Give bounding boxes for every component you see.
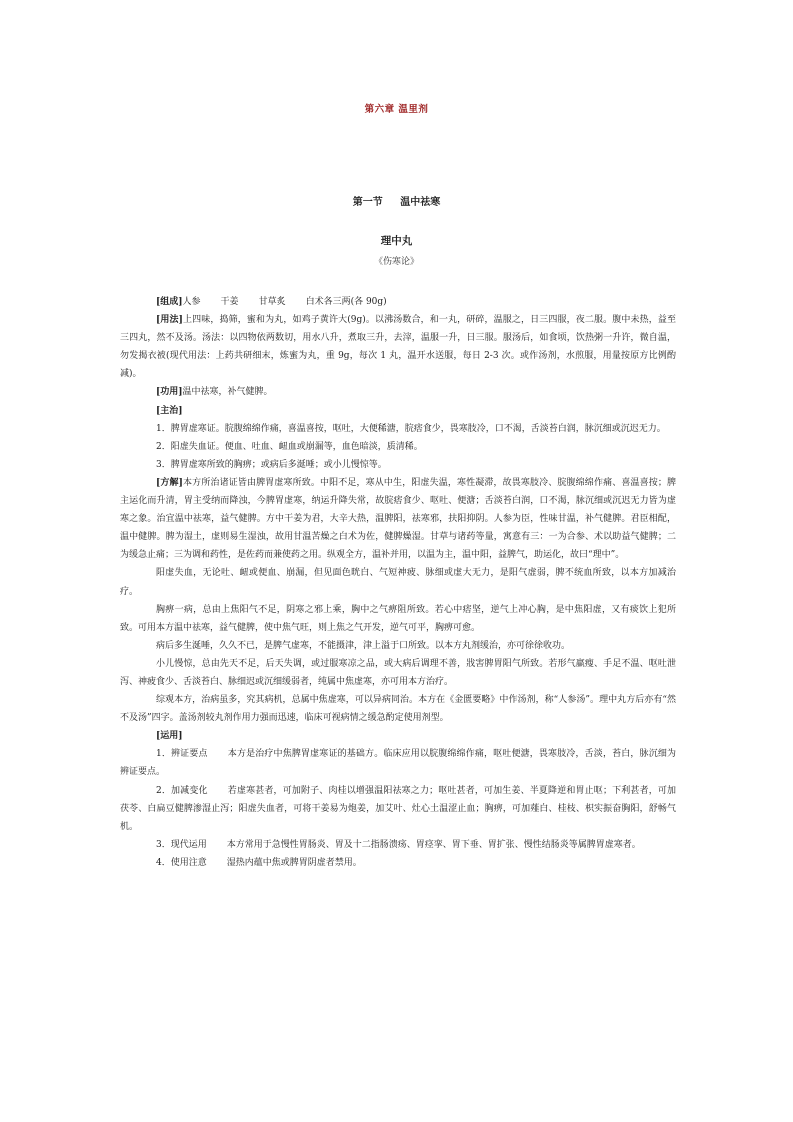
composition-label: [组成] xyxy=(156,297,183,307)
usage-paragraph xyxy=(120,311,676,383)
analysis-paragraph: 综观本方，治病虽多，究其病机，总属中焦虚寒，可以异病同治。本方在《金匮要略》中作汤剂，称“人参汤”。理中丸方后亦有“然不及汤”四字。盖汤剂较丸剂作用力强而迅速，临床可视病情之缓急酌定使用剂型。 xyxy=(120,695,676,724)
usage-text: 上四味，捣筛，蜜和为丸，如鸡子黄许大(9g)。以沸汤数合，和一丸，研碎，温服之，日三四服，夜二服。腹中未热，益至三四丸，然不及汤。汤法：以四物依两数切，用水八升，煮取三升，去滓，温服一升，日三服。服汤后，如食顷，饮热粥一升许，微自温，勿发揭衣被(现代用法：上药共研细末，炼蜜为丸，重 9g，每次 1 丸，温开水送服，每日 2-3 次。或作汤剂，水煎服，用量按原方比例酌减)。 xyxy=(120,315,676,380)
application-item-head: 3．现代运用 xyxy=(156,839,207,850)
formula-source: 《伤寒论》 xyxy=(373,257,419,267)
application-item-head: 2．加减变化 xyxy=(156,785,208,796)
composition-line xyxy=(120,293,676,311)
usage-label: [用法] xyxy=(156,315,183,326)
chapter-title: 第六章 温里剂 xyxy=(364,104,429,115)
composition-item: 干姜 xyxy=(220,297,239,307)
indication-item: 3．脾胃虚寒所致的胸痹；或病后多涎唾；或小儿慢惊等。 xyxy=(156,459,387,470)
application-heading xyxy=(120,727,676,745)
application-item xyxy=(120,854,676,872)
formula-name: 理中丸 xyxy=(380,235,413,247)
indications-label: [主治] xyxy=(156,405,183,416)
indications-heading xyxy=(120,402,676,420)
analysis-paragraph xyxy=(120,474,676,564)
composition-item: 人参 xyxy=(182,297,201,307)
application-item xyxy=(120,836,676,854)
indication-item: 1．脾胃虚寒证。脘腹绵绵作痛，喜温喜按，呕吐，大便稀溏，脘痞食少，畏寒肢冷，口不渴，舌淡苔白润，脉沉细或沉迟无力。 xyxy=(156,423,666,434)
analysis-label: [方解] xyxy=(156,477,183,488)
application-item xyxy=(120,782,676,836)
application-item-head: 1．辨证要点 xyxy=(156,749,208,760)
function-label: [功用] xyxy=(156,387,183,398)
analysis-paragraph: 病后多生涎唾，久久不已，是脾气虚寒，不能摄津，津上溢于口所致。以本方丸剂缓治，亦可徐徐收功。 xyxy=(156,640,571,651)
application-item-text: 本方是治疗中焦脾胃虚寒证的基础方。临床应用以脘腹绵绵作痛，呕吐便溏，畏寒肢冷，舌淡，苔白，脉沉细为辨证要点。 xyxy=(120,749,676,778)
function-paragraph xyxy=(120,383,676,401)
composition-item: 甘草炙 xyxy=(258,297,286,307)
analysis-text: 本方所治诸证皆由脾胃虚寒所致。中阳不足，寒从中生，阳虚失温，寒性凝滞，故畏寒肢冷、脘腹绵绵作痛、喜温喜按；脾主运化而升清，胃主受纳而降浊，今脾胃虚寒，纳运升降失常，故脘痞食少、呕吐、便溏；舌淡苔白润，口不渴，脉沉细或沉迟无力皆为虚寒之象。治宜温中祛寒，益气健脾。方中干姜为君，大辛大热，温脾阳，祛寒邪，扶阳抑阴。人参为臣，性味甘温，补气健脾。君臣相配，温中健脾。脾为湿土，虚则易生湿浊，故用甘温苦燥之白术为佐，健脾燥湿。甘草与诸药等量，寓意有三：一为合参、术以助益气健脾；二为缓急止痛；三为调和药性，是佐药而兼使药之用。纵观全方，温补并用，以温为主，温中阳，益脾气，助运化，故曰“理中”。 xyxy=(120,477,676,561)
application-item-text: 本方常用于急慢性胃肠炎、胃及十二指肠溃疡、胃痉挛、胃下垂、胃扩张、慢性结肠炎等属脾胃虚寒者。 xyxy=(226,839,641,850)
application-item-head: 4．使用注意 xyxy=(156,857,207,868)
indication-item: 2．阳虚失血证。便血、吐血、衄血或崩漏等，血色暗淡，质清稀。 xyxy=(156,441,423,452)
analysis-paragraph: 阳虚失血，无论吐、衄或便血、崩漏，但见面色晄白、气短神疲、脉细或虚大无力，是阳气虚弱，脾不统血所致，以本方加减治疗。 xyxy=(120,568,676,597)
analysis-paragraph: 胸痹一病，总由上焦阳气不足，阴寒之邪上乘，胸中之气痹阻所致。若心中痞坚，逆气上冲心胸，是中焦阳虚，又有痰饮上犯所致。可用本方温中祛寒，益气健脾，使中焦气旺，则上焦之气开发，逆气可平，胸痹可愈。 xyxy=(120,604,676,633)
analysis-paragraph: 小儿慢惊，总由先天不足，后天失调，或过服寒凉之品，或大病后调理不善，戕害脾胃阳气所致。若形气羸瘦、手足不温、呕吐泄泻、神疲食少、舌淡苔白、脉细迟或沉细缓弱者，纯属中焦虚寒，亦可用本方治疗。 xyxy=(120,658,676,687)
section-title: 第一节 温中祛寒 xyxy=(352,197,441,208)
application-item-text: 若虚寒甚者，可加附子、肉桂以增强温阳祛寒之力；呕吐甚者，可加生姜、半夏降逆和胃止呕；下利甚者，可加茯苓、白扁豆健脾渗湿止泻；阳虚失血者，可将干姜易为炮姜，加艾叶、灶心土温涩止血；胸痹，可加薤白、桂枝、枳实振奋胸阳，舒畅气机。 xyxy=(120,785,676,832)
application-label: [运用] xyxy=(156,731,183,742)
function-text: 温中祛寒，补气健脾。 xyxy=(182,387,273,398)
application-item xyxy=(120,745,676,781)
composition-item: 白术各三两(各 90g) xyxy=(305,297,387,307)
document-body xyxy=(120,293,676,872)
application-item-text: 湿热内蕴中焦或脾胃阴虚者禁用。 xyxy=(226,857,362,868)
